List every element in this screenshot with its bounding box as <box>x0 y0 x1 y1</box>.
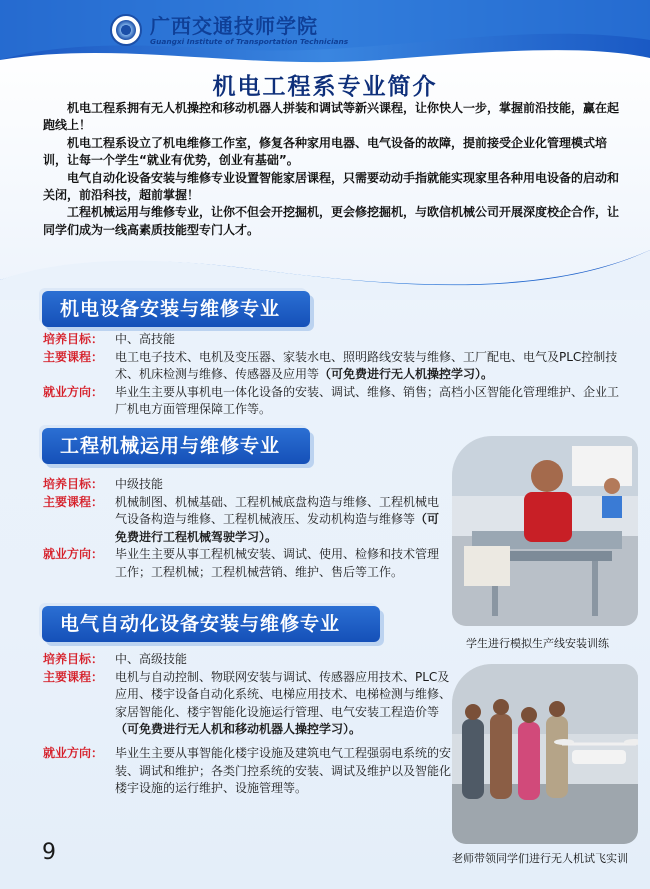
course-note: （可免费进行无人机操控学习）。 <box>319 367 494 382</box>
course-note: （可免费进行无人机和移动机器人操控学习）。 <box>115 722 362 737</box>
goal-value: 中、高技能 <box>115 332 176 346</box>
intro-paragraph: 电气自动化设备安装与维修专业设置智能家居课程，只需要动动手指就能实现家里各种用电设备的启动和关闭，前沿科技，超前掌握！ <box>43 170 620 203</box>
course-value: 电机与自动控制、物联网安装与调试、传感器应用技术、PLC及应用、楼宇设备自动化系统、电梯应用技术、电梯检测与维修、家居智能化、楼宇智能化设施运行管理、电气安装工程造价等 <box>115 669 452 719</box>
goal-value: 中、高级技能 <box>115 652 188 666</box>
job-label: 就业方向： <box>43 384 104 399</box>
page-number: 9 <box>42 840 56 865</box>
school-name-en: Guangxi Institute of Transportation Technicians <box>150 36 349 46</box>
school-seal-icon <box>110 14 142 46</box>
section-body-construction-machinery <box>43 476 443 582</box>
goal-label: 培养目标： <box>43 477 104 491</box>
course-label: 主要课程： <box>43 669 104 684</box>
intro-paragraph: 工程机械运用与维修专业，让你不但会开挖掘机，更会修挖掘机，与欧信机械公司开展深度校企合作，让同学们成为一线高素质技能型专门人才。 <box>43 205 620 237</box>
course-label: 主要课程： <box>43 349 104 364</box>
photo-caption: 学生进行模拟生产线安装训练 <box>466 637 609 650</box>
job-label: 就业方向： <box>43 745 104 760</box>
section-body-electrical-automation <box>43 651 453 798</box>
photo-caption: 老师带领同学们进行无人机试飞实训 <box>452 852 628 865</box>
course-label: 主要课程： <box>43 494 104 509</box>
job-value: 毕业生主要从事工程机械安装、调试、使用、检修和技术管理工作；工程机械；工程机械营销、维护、售后等工作。 <box>115 547 440 579</box>
job-label: 就业方向： <box>43 547 104 562</box>
course-value: 机械制图、机械基础、工程机械底盘构造与维修、工程机械电气设备构造与维修、工程机械液压、发动机构造与维修等 <box>115 494 440 527</box>
job-value: 毕业生主要从事机电一体化设备的安装、调试、维修、销售；高档小区智能化管理维护、企业工厂机电方面管理保障工作等。 <box>115 384 620 417</box>
job-value: 毕业生主要从事智能化楼宇设施及建筑电气工程强弱电系统的安装、调试和维护；各类门控系统的安装、调试及维护以及智能化楼宇设施的运行维护、设施管理等。 <box>115 745 452 796</box>
course-note: （可免费进行工程机械驾驶学习）。 <box>115 512 440 544</box>
section-title-electrical-automation: 电气自动化设备安装与维修专业 <box>42 606 380 642</box>
section-body-electromechanical <box>43 331 623 419</box>
section-title-construction-machinery: 工程机械运用与维修专业 <box>42 428 310 464</box>
goal-value: 中级技能 <box>115 477 164 491</box>
school-name-cn: 广西交通技师学院 <box>150 13 318 38</box>
page-title: 机电工程系专业简介 <box>212 74 438 100</box>
intro-paragraph: 机电工程系拥有无人机操控和移动机器人拼装和调试等新兴课程，让你快人一步，掌握前沿技能，赢在起跑线上！ <box>43 101 620 133</box>
intro-text <box>43 100 623 239</box>
photo-production-line-training <box>452 436 638 626</box>
goal-label: 培养目标： <box>43 652 104 666</box>
goal-label: 培养目标： <box>43 332 104 346</box>
school-logo <box>110 14 348 46</box>
intro-paragraph: 机电工程系设立了机电维修工作室，修复各种家用电器、电气设备的故障，提前接受企业化管理模式培训，让每一个学生“就业有优势，创业有基础”。 <box>43 135 608 168</box>
course-value: 电工电子技术、电机及变压器、家装水电、照明路线安装与维修、工厂配电、电气及PLC控制技术、机床检测与维修、传感器及应用等 <box>115 349 618 382</box>
photo-drone-training <box>452 664 638 844</box>
section-title-electromechanical: 机电设备安装与维修专业 <box>42 291 310 327</box>
